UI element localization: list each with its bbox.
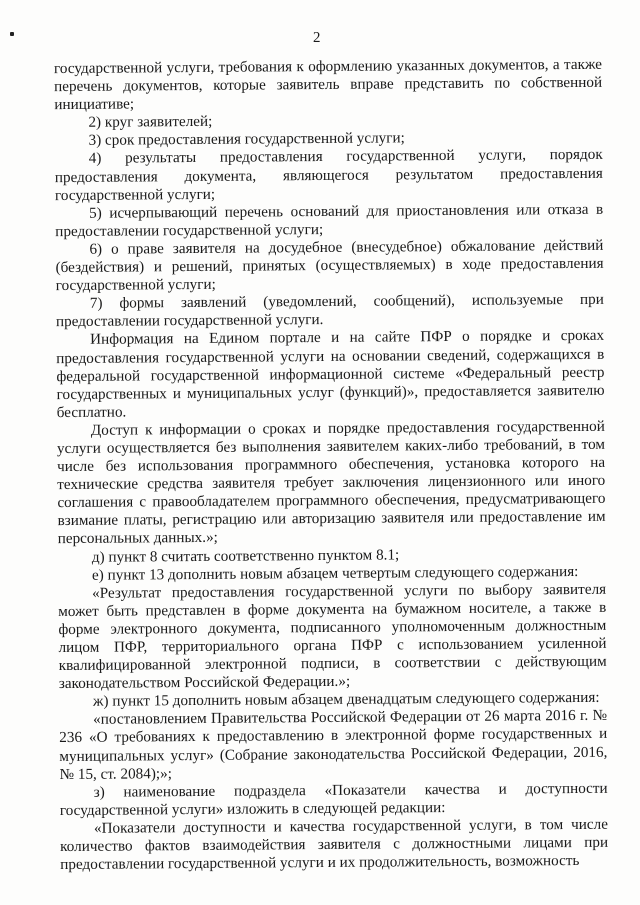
list-item-appeal: 6) о праве заявителя на досудебное (внесудебное) обжалование действий (бездействия) и решений, принятых (осуществляемых) в ходе предоставления государственной услуги; xyxy=(55,236,604,295)
list-item-results: 4) результаты предоставления государственной услуги, порядок предоставления документа, являющегося результатом предоставления государственной услуги; xyxy=(54,146,603,204)
paragraph-portal-info: Информация на Едином портале и на сайте ПФР о порядке и сроках предоставления государственной услуги на основании сведений, содержащихся в федеральной государственной информационной системе «Федеральный реестр государственных и муниципальных услуг (функций)», предоставляется заявителю бесплатно. xyxy=(56,327,605,421)
list-item-applicants: 2) круг заявителей; xyxy=(88,113,213,132)
amendment-e: е) пункт 13 дополнить новым абзацем четвертым следующего содержания: xyxy=(91,562,579,584)
list-item-term: 3) срок предоставления государственной услуги; xyxy=(88,129,405,150)
body-text xyxy=(54,56,608,874)
amendment-z: з) наименование подраздела «Показатели качества и доступности государственной услуги» изложить в следующей редакции: xyxy=(59,779,608,819)
amendment-zh: ж) пункт 15 дополнить новым абзацем двенадцатым следующего содержания: xyxy=(92,689,600,711)
page-number: 2 xyxy=(312,29,321,47)
list-item-grounds: 5) исчерпывающий перечень оснований для приостановления или отказа в предоставлении государственной услуги; xyxy=(55,200,604,240)
paragraph-access: Доступ к информации о сроках и порядке предоставления государственной услуги осуществляется без выполнения заявителем каких-либо требований, в том числе без использования программного обеспечения, установка которого на технические средства заявителя требует заключения лицензионного или иного соглашения с правообладателем программного обеспечения, предусматривающего взимание платы, регистрацию или авторизацию заявителя или предоставление им персональных данных.»; xyxy=(56,417,606,548)
quoted-result: «Результат предоставления государственной услуги по выбору заявителя может быть представлен в форме документа на бумажном носителе, а также в форме электронного документа, подписанного уполномоченным должностным лицом ПФР, территориального органа ПФР с использованием усиленной квалифицированной электронной подписи, в соответствии с действующим законодательством Российской Федерации.»; xyxy=(58,580,607,693)
list-item-forms: 7) формы заявлений (уведомлений, сообщений), используемые при предоставлении государственной услуги. xyxy=(55,290,604,331)
quoted-decree: «постановлением Правительства Российской Федерации от 26 марта 2016 г. № 236 «О требованиях к предоставлению в электронной форме государственных и муниципальных услуг» (Собрание законодательства Российской Федерации, 2016, № 15, ст. 2084);»; xyxy=(59,707,608,783)
paragraph-continuation: государственной услуги, требования к оформлению указанных документов, а также перечень документов, которые заявитель вправе представить по собственной инициативе; xyxy=(53,55,603,114)
quoted-indicators: «Показатели доступности и качества государственной услуги, в том числе количество фактов взаимодействия заявителя с должностными лицами при предоставлении государственной услуги и их продолжительность, возможность xyxy=(60,815,609,874)
amendment-d: д) пункт 8 считать соответственно пунктом 8.1; xyxy=(91,545,400,566)
